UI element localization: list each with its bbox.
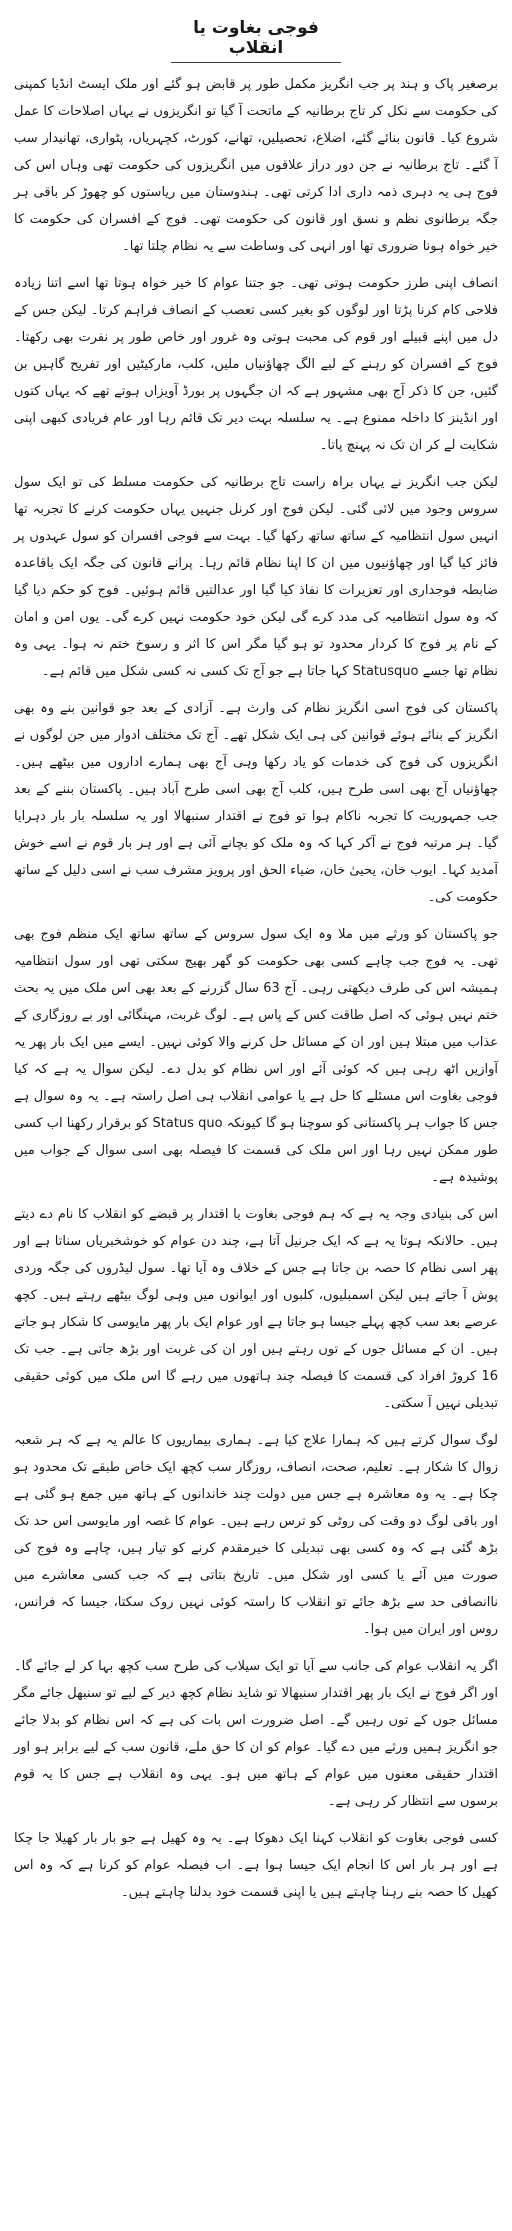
article-paragraph-4: پاکستان کی فوج اسی انگریز نظام کی وارث ہے۔ آزادی کے بعد جو قوانین بنے وہ بھی انگریز کے بنائے ہوئے قوانین کی ہی ایک شکل تھے۔ آج تک مختلف ادوار میں جن لوگوں نے انگریزوں کی فوج کی خدمات کو یاد رکھا وہی آج بھی ہمارے اداروں میں بیٹھے ہیں۔ چھاؤنیاں آج بھی اسی طرح ہیں، کلب آج بھی اسی طرح آباد ہیں۔ پاکستان بننے کے بعد جب جمہوریت کا تجربہ ناکام ہوا تو فوج نے اقتدار سنبھالا اور یہ سلسلہ بار بار دہرایا گیا۔ ہر مرتبہ فوج نے آکر کہا کہ وہ ملک کو بچانے آئی ہے اور ہر بار قوم نے اسے خوش آمدید کہا۔ ایوب خان، یحییٰ خان، ضیاء الحق اور پرویز مشرف سب نے اسی دلیل کے ساتھ حکومت کی۔: [14, 701, 498, 905]
article-paragraph-6: اس کی بنیادی وجہ یہ ہے کہ ہم فوجی بغاوت یا اقتدار پر قبضے کو انقلاب کا نام دے دیتے ہیں۔ حالانکہ ہوتا یہ ہے کہ ایک جرنیل آتا ہے، چند دن عوام کو خوشخبریاں سناتا ہے اور پھر اسی نظام کا حصہ بن جاتا ہے جس کے خلاف وہ آیا تھا۔ سول لیڈروں کی جگہ وردی پوش آ جاتے ہیں لیکن اسمبلیوں، کلبوں اور ایوانوں میں وہی لوگ بیٹھے رہتے ہیں۔ کچھ عرصے بعد سب کچھ پہلے جیسا ہو جاتا ہے اور عوام ایک بار پھر مایوسی کا شکار ہو جاتے ہیں۔ ان کے مسائل جوں کے توں رہتے ہیں اور ان کی غربت اور بڑھ جاتی ہے۔ جب تک 16 کروڑ افراد کی قسمت کا فیصلہ چند ہاتھوں میں رہے گا اس ملک میں کوئی حقیقی تبدیلی نہیں آ سکتی۔: [14, 1207, 498, 1411]
article-paragraph-5: جو پاکستان کو ورثے میں ملا وہ ایک سول سروس کے ساتھ ساتھ ایک منظم فوج بھی تھی۔ یہ فوج جب چاہے کسی بھی حکومت کو گھر بھیج سکتی تھی اور سول انتظامیہ ہمیشہ اس کی طرف دیکھتی رہی۔ آج 63 سال گزرنے کے بعد بھی اس ملک میں یہ بحث ختم نہیں ہوئی کہ اصل طاقت کس کے پاس ہے۔ لوگ غربت، مہنگائی اور بے روزگاری کے عذاب میں مبتلا ہیں اور ان کے مسائل حل کرنے والا کوئی نہیں۔ ایسے میں ایک بار پھر یہ آوازیں اٹھ رہی ہیں کہ کوئی آئے اور اس نظام کو بدل دے۔ لیکن سوال یہ ہے کہ کیا فوجی بغاوت اس مسئلے کا حل ہے یا عوامی انقلاب ہی اصل راستہ ہے۔ یہ وہ سوال ہے جس کا جواب ہر پاکستانی کو سوچنا ہو گا کیونکہ Status quo کو برقرار رکھنا اب کسی طور ممکن نہیں رہا اور اس ملک کی قسمت کا فیصلہ بھی اسی سوال کے جواب میں پوشیدہ ہے۔: [14, 927, 499, 1185]
article-paragraph-3: لیکن جب انگریز نے یہاں براہ راست تاج برطانیہ کی حکومت مسلط کی تو ایک سول سروس وجود میں لائی گئی۔ لیکن فوج اور کرنل جنہیں یہاں حکومت کرنے کا تجربہ تھا انہیں سول انتظامیہ کے ساتھ ساتھ رکھا گیا۔ بہت سے فوجی افسران کو سول عہدوں پر فائز کیا گیا اور چھاؤنیوں میں ان کا اپنا نظام قائم رہا۔ پرانے قانون کی جگہ ایک باقاعدہ ضابطہ فوجداری اور تعزیرات کا نفاذ کیا گیا اور عدالتیں قائم ہوئیں۔ فوج کو حکم دیا گیا کہ وہ سول انتظامیہ کی مدد کرے گی لیکن خود حکومت نہیں کرے گی۔ یوں امن و امان کے نام پر فوج کا کردار محدود تو ہو گیا مگر اس کا اثر و رسوخ ختم نہ ہوا۔ یہی وہ نظام تھا جسے Statusquo کہا جاتا ہے جو آج تک کسی نہ کسی شکل میں قائم ہے۔: [14, 475, 498, 679]
article-paragraph-8: اگر یہ انقلاب عوام کی جانب سے آیا تو ایک سیلاب کی طرح سب کچھ بہا کر لے جائے گا۔ اور اگر فوج نے ایک بار پھر اقتدار سنبھالا تو شاید نظام کچھ دیر کے لیے تو سنبھل جائے مگر مسائل جوں کے توں رہیں گے۔ اصل ضرورت اس بات کی ہے کہ اس نظام کو بدلا جائے جو انگریز ہمیں ورثے میں دے گیا۔ عوام کو ان کا حق ملے، قانون سب کے لیے برابر ہو اور اقتدار حقیقی معنوں میں عوام کے ہاتھ میں ہو۔ یہی وہ انقلاب ہے جس کا یہ قوم برسوں سے انتظار کر رہی ہے۔: [14, 1659, 498, 1809]
article-paragraph-9: کسی فوجی بغاوت کو انقلاب کہنا ایک دھوکا ہے۔ یہ وہ کھیل ہے جو بار بار کھیلا جا چکا ہے اور ہر بار اس کا انجام ایک جیسا ہوا ہے۔ اب فیصلہ عوام کو کرنا ہے کہ وہ اس کھیل کا حصہ بنے رہنا چاہتے ہیں یا اپنی قسمت خود بدلنا چاہتے ہیں۔: [14, 1831, 498, 1900]
article-paragraph-2: انصاف اپنی طرز حکومت ہوتی تھی۔ جو جتنا عوام کا خیر خواہ ہوتا تھا اسے اتنا زیادہ فلاحی کام کرنا پڑتا اور لوگوں کو بغیر کسی تعصب کے انصاف فراہم کرتا۔ لیکن جس کے دل میں اپنے قبیلے اور قوم کی محبت ہوتی وہ غرور اور خاص طور پر نفرت بھی رکھتا۔ فوج کے افسران کو رہنے کے لیے الگ چھاؤنیاں ملیں، کلب، مارکیٹیں اور تفریح گاہیں بن گئیں، جن کا ذکر آج بھی مشہور ہے کہ ان جگہوں پر بورڈ آویزاں ہوتے تھے کہ یہاں کتوں اور انڈینز کا داخلہ ممنوع ہے۔ یہ سلسلہ بہت دیر تک قائم رہا اور عام فریادی کبھی اپنی شکایت لے کر ان تک نہ پہنچ پاتا۔: [14, 276, 498, 453]
article-headline: فوجی بغاوت یا انقلاب: [171, 18, 341, 63]
article-paragraph-7: لوگ سوال کرتے ہیں کہ ہمارا علاج کیا ہے۔ ہماری بیماریوں کا عالم یہ ہے کہ ہر شعبہ زوال کا شکار ہے۔ تعلیم، صحت، انصاف، روزگار سب کچھ ایک خاص طبقے تک محدود ہو چکا ہے۔ یہ وہ معاشرہ ہے جس میں دولت چند خاندانوں کے ہاتھ میں جمع ہو گئی ہے اور باقی لوگ دو وقت کی روٹی کو ترس رہے ہیں۔ عوام کا غصہ اور مایوسی اس حد تک بڑھ گئی ہے کہ وہ کسی بھی تبدیلی کا خیرمقدم کرنے کو تیار ہیں، چاہے وہ فوج کی صورت میں آئے یا کسی اور شکل میں۔ تاریخ بتاتی ہے کہ جب کسی معاشرے میں ناانصافی حد سے بڑھ جائے تو انقلاب کا راستہ کوئی نہیں روک سکتا، جیسا کہ فرانس، روس اور ایران میں ہوا۔: [14, 1433, 498, 1637]
article-paragraph-1: برصغیر پاک و ہند پر جب انگریز مکمل طور پر قابض ہو گئے اور ملک ایسٹ انڈیا کمپنی کی حکومت سے نکل کر تاج برطانیہ کے ماتحت آ گیا تو انگریزوں نے یہاں اصلاحات کا عمل شروع کیا۔ قانون بنائے گئے، اضلاع، تحصیلیں، تھانے، کورٹ، کچہریاں، پٹواری، تھانیدار سب آ گئے۔ تاج برطانیہ نے جن دور دراز علاقوں میں انگریزوں کی حکومت تھی وہاں اس کی فوج ہی یہ دہری ذمہ داری ادا کرتی تھی۔ ہندوستان میں ریاستوں کو چھوڑ کر باقی ہر جگہ برطانوی نظم و نسق اور قانون کی حکومت تھی۔ فوج کے افسران کی حکومت کا خیر خواہ ہونا ضروری تھا اور انہی کی وساطت سے یہ نظام چلتا تھا۔: [14, 77, 498, 254]
